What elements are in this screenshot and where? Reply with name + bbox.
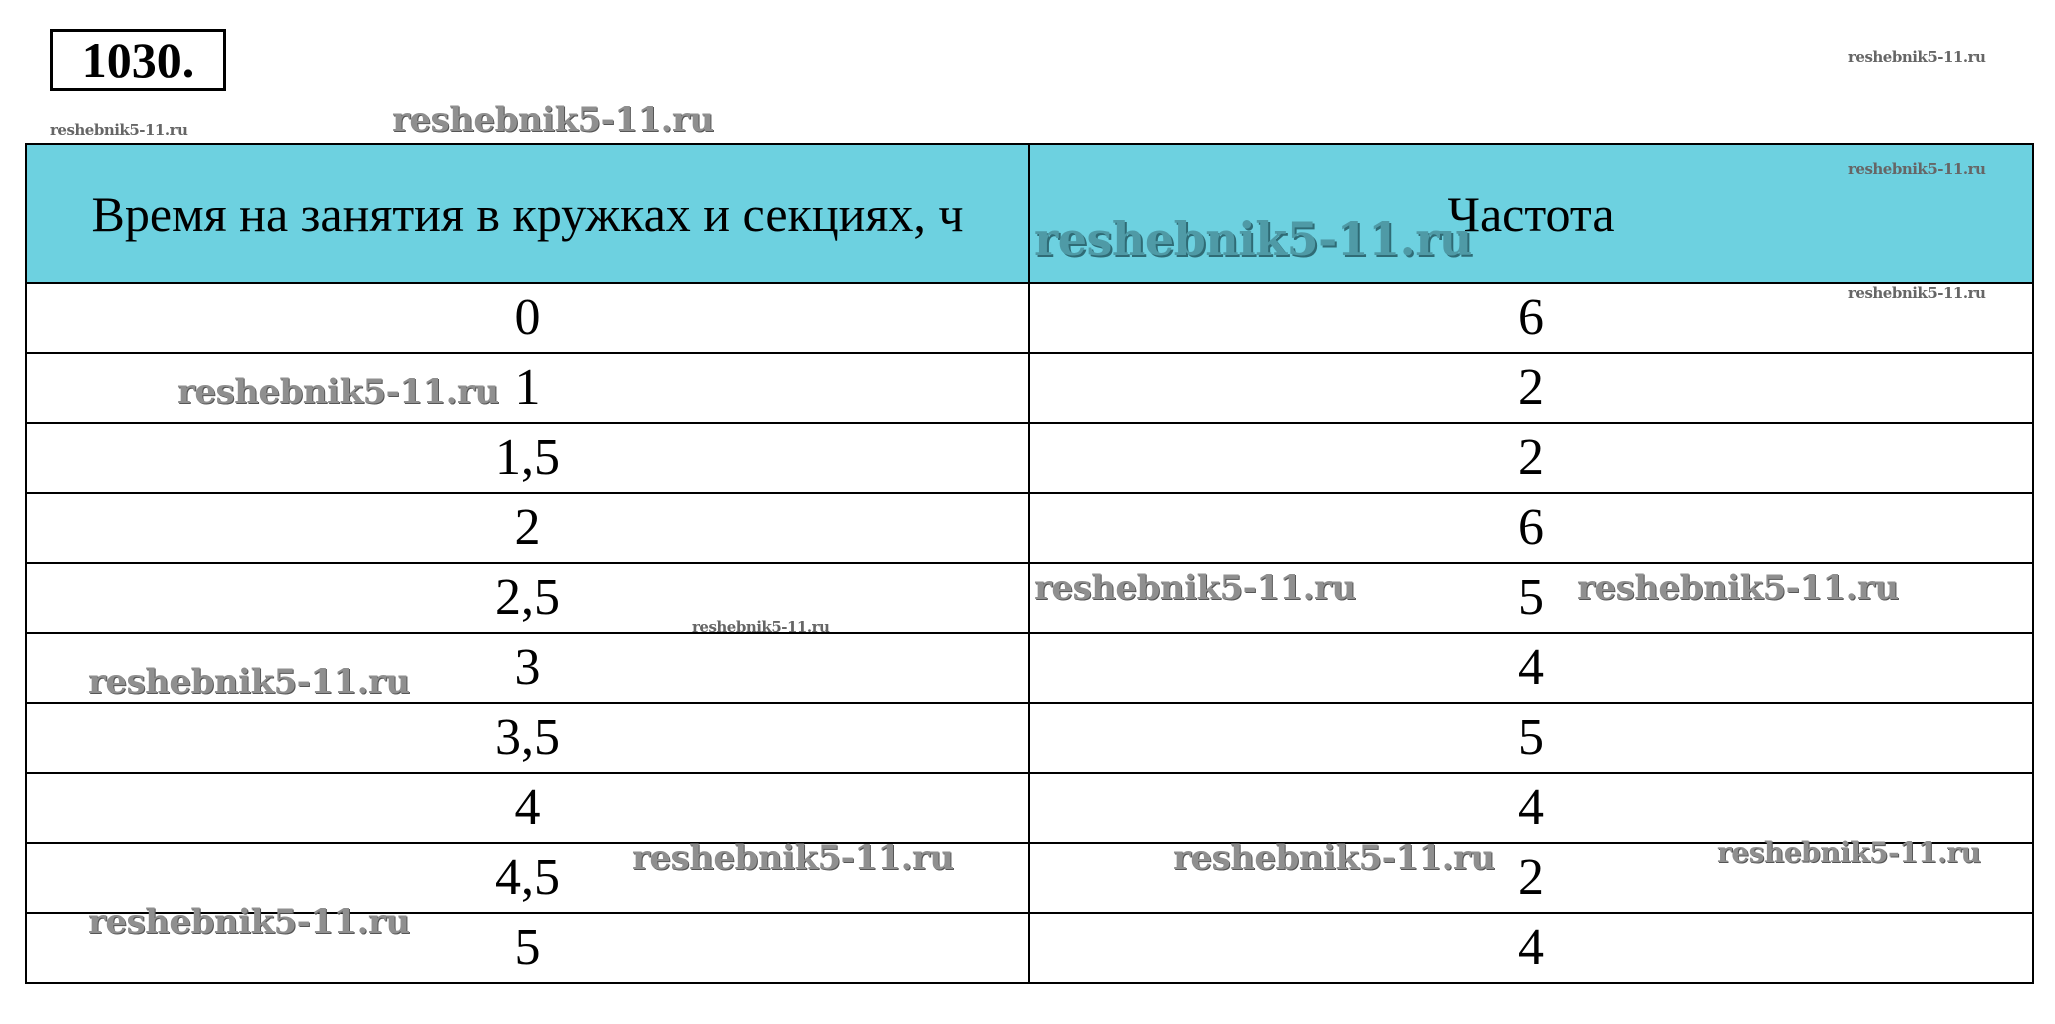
cell-time: 3,5 xyxy=(26,703,1029,773)
watermark: reshebnik5-11.ru xyxy=(88,662,410,702)
cell-time: 2 xyxy=(26,493,1029,563)
watermark: reshebnik5-11.ru xyxy=(392,100,714,140)
cell-frequency: 2 xyxy=(1029,353,2033,423)
cell-frequency: 5 xyxy=(1029,563,2033,633)
cell-frequency: 5 xyxy=(1029,703,2033,773)
cell-frequency: 2 xyxy=(1029,843,2033,913)
cell-time: 1,5 xyxy=(26,423,1029,493)
table-row xyxy=(26,703,2033,773)
cell-frequency: 2 xyxy=(1029,423,2033,493)
problem-number: 1030. xyxy=(50,29,226,91)
cell-frequency: 4 xyxy=(1029,913,2033,983)
cell-time: 2,5 xyxy=(26,563,1029,633)
watermark: reshebnik5-11.ru xyxy=(1577,568,1899,608)
watermark: reshebnik5-11.ru xyxy=(692,618,830,636)
cell-time: 3 xyxy=(26,633,1029,703)
cell-time: 1 xyxy=(26,353,1029,423)
table-row xyxy=(26,283,2033,353)
watermark: reshebnik5-11.ru xyxy=(1848,284,1986,302)
header-frequency: Частота xyxy=(1029,144,2033,283)
cell-frequency: 4 xyxy=(1029,633,2033,703)
watermark: reshebnik5-11.ru xyxy=(1173,838,1495,878)
watermark: reshebnik5-11.ru xyxy=(1848,160,1986,178)
header-time: Время на занятия в кружках и секциях, ч xyxy=(26,144,1029,283)
cell-frequency: 4 xyxy=(1029,773,2033,843)
watermark: reshebnik5-11.ru xyxy=(177,372,499,412)
watermark: reshebnik5-11.ru xyxy=(1848,48,1986,66)
watermark: reshebnik5-11.ru xyxy=(50,121,188,139)
cell-time: 0 xyxy=(26,283,1029,353)
watermark: reshebnik5-11.ru xyxy=(1717,836,1981,869)
watermark: reshebnik5-11.ru xyxy=(632,838,954,878)
cell-time: 4,5 xyxy=(26,843,1029,913)
table-header-row xyxy=(26,144,2033,283)
cell-frequency: 6 xyxy=(1029,283,2033,353)
table-row xyxy=(26,423,2033,493)
watermark: reshebnik5-11.ru xyxy=(88,902,410,942)
table-row xyxy=(26,493,2033,563)
table-row xyxy=(26,773,2033,843)
watermark: reshebnik5-11.ru xyxy=(1034,212,1472,266)
watermark: reshebnik5-11.ru xyxy=(1034,568,1356,608)
cell-time: 5 xyxy=(26,913,1029,983)
cell-time: 4 xyxy=(26,773,1029,843)
cell-frequency: 6 xyxy=(1029,493,2033,563)
